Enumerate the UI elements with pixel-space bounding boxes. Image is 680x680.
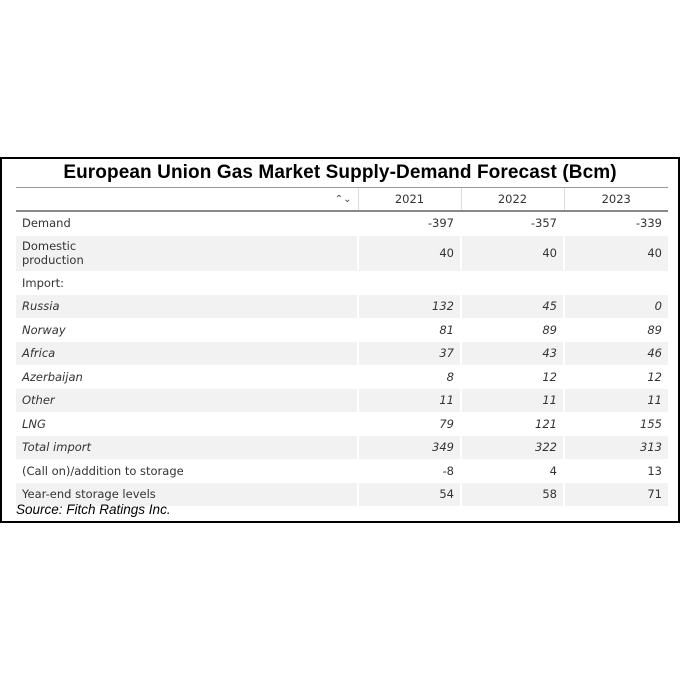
table-cell: 12 [564,365,668,389]
table-figure [0,157,680,523]
row-label-header[interactable] [16,188,358,212]
table-row [16,271,668,295]
row-label: Import: [16,271,358,295]
table-cell: 11 [461,389,564,413]
table-row [16,342,668,366]
row-label: Azerbaijan [16,365,358,389]
table-cell: 40 [564,235,668,271]
table-cell: 0 [564,295,668,319]
column-header-2023[interactable]: 2023 [564,188,668,212]
table-cell: 89 [461,318,564,342]
table-row [16,412,668,436]
table-cell: 313 [564,436,668,460]
table-cell: 45 [461,295,564,319]
table-row [16,365,668,389]
table-cell: 54 [358,483,461,507]
table-header-row [16,188,668,212]
row-label: (Call on)/addition to storage [16,459,358,483]
row-label: Other [16,389,358,413]
table-cell: 89 [564,318,668,342]
table-cell: 12 [461,365,564,389]
table-cell [461,271,564,295]
table-cell: 43 [461,342,564,366]
row-label: Russia [16,295,358,319]
row-label: Total import [16,436,358,460]
source-note: Source: Fitch Ratings Inc. [16,502,171,517]
table-cell: 11 [358,389,461,413]
table-cell: 8 [358,365,461,389]
table-row [16,235,668,271]
table-cell: 81 [358,318,461,342]
table-cell [358,271,461,295]
chart-title: European Union Gas Market Supply-Demand Forecast (Bcm) [63,162,617,183]
row-label: Demand [16,211,358,235]
table-cell: 37 [358,342,461,366]
row-label: Domestic production [16,235,358,271]
column-header-2021[interactable]: 2021 [358,188,461,212]
table-cell: 58 [461,483,564,507]
table-cell: 46 [564,342,668,366]
table-cell: 71 [564,483,668,507]
row-label: LNG [16,412,358,436]
forecast-table [16,187,668,507]
table-row [16,389,668,413]
table-cell [564,271,668,295]
table-cell: 121 [461,412,564,436]
table-cell: -8 [358,459,461,483]
table-cell: 349 [358,436,461,460]
sort-icon[interactable]: ⌃⌄ [334,193,352,205]
table-cell: 11 [564,389,668,413]
table-cell: -339 [564,211,668,235]
table-cell: 40 [358,235,461,271]
table-cell: -397 [358,211,461,235]
table-row [16,318,668,342]
table-cell: 40 [461,235,564,271]
table-row [16,211,668,235]
table-row [16,295,668,319]
column-header-2022[interactable]: 2022 [461,188,564,212]
table-cell: 155 [564,412,668,436]
table-cell: 322 [461,436,564,460]
table-cell: 79 [358,412,461,436]
table-cell: 4 [461,459,564,483]
table-row [16,459,668,483]
row-label: Africa [16,342,358,366]
table-cell: 13 [564,459,668,483]
table-cell: 132 [358,295,461,319]
table-cell: -357 [461,211,564,235]
row-label: Year-end storage levels [16,483,358,507]
table-row [16,436,668,460]
row-label: Norway [16,318,358,342]
